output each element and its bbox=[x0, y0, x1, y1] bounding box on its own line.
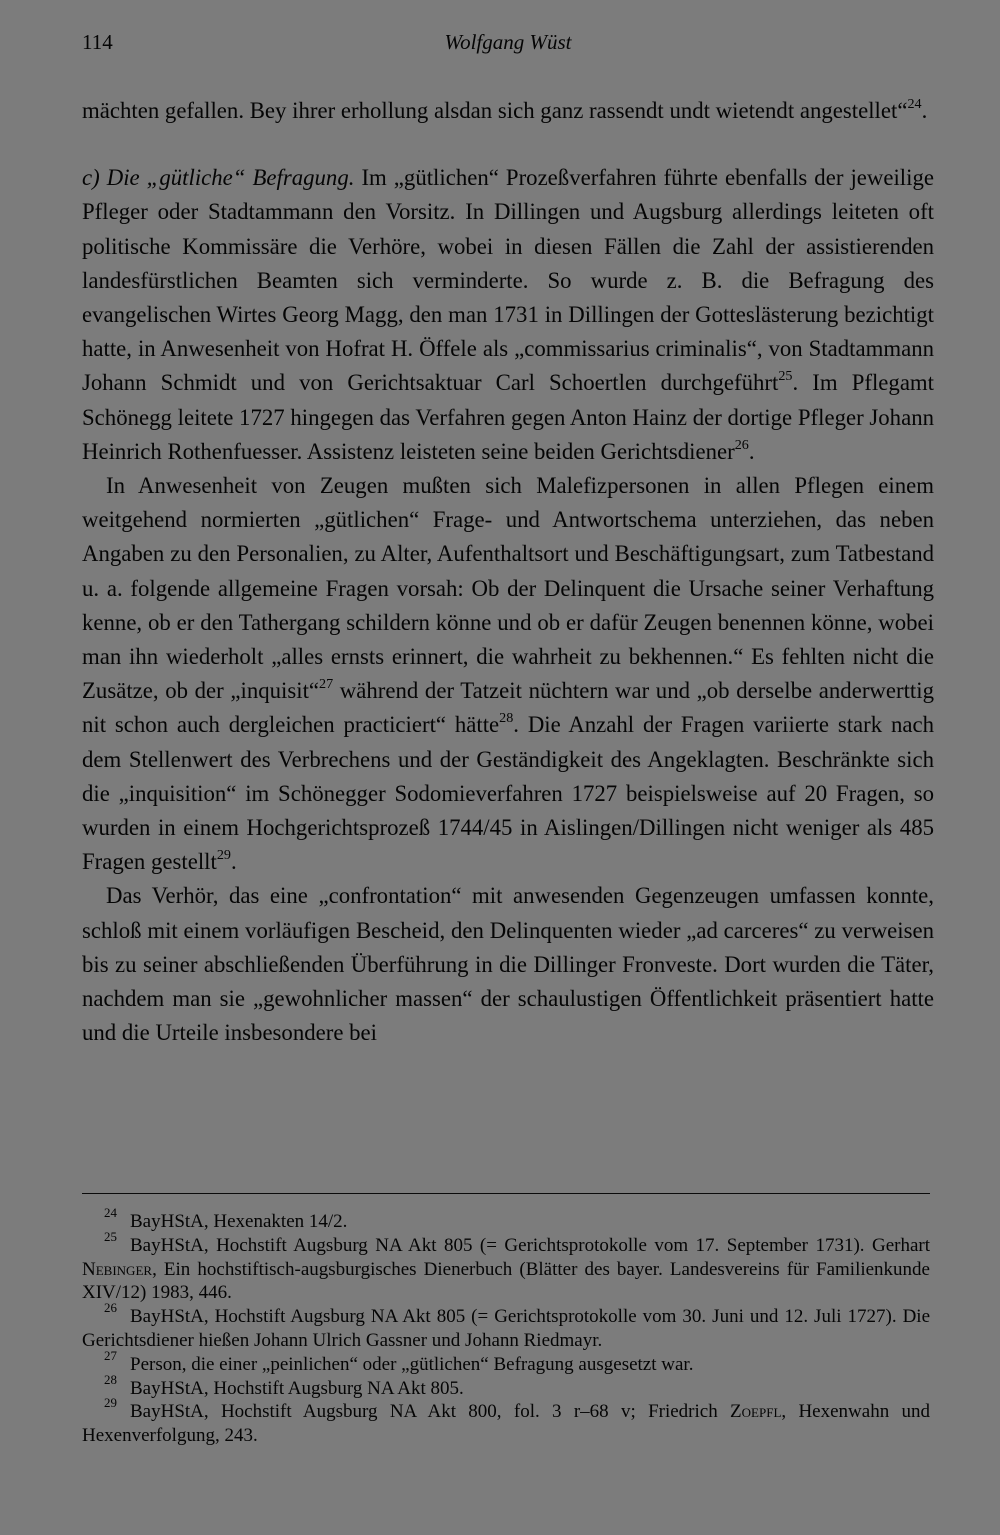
footnote-29: $^{29}$ BayHStA, Hochstift Augsburg NA Akt 800, fol. 3 r–68 v; Friedrich Zoepfl, Hexenwahn und Hexenverfolgung, 243. bbox=[82, 1395, 931, 1447]
page-number: 114 bbox=[82, 30, 113, 54]
footnote-ref-25[interactable]: 25 bbox=[778, 368, 793, 385]
page-header bbox=[82, 30, 934, 64]
footnote-text: BayHStA, Hochstift Augsburg NA Akt 805 (= Gerichtsprotokolle vom 17. September 1731). Gerhart bbox=[130, 1234, 930, 1256]
footnote-24: $^{24}$ BayHStA, Hexenakten 14/2. bbox=[104, 1205, 348, 1232]
footnote-ref-27[interactable]: 27 bbox=[319, 676, 334, 693]
text-run: mächten gefallen. Bey ihrer erhollung alsdan sich ganz rassendt undt wietendt angestellet“ bbox=[82, 98, 908, 123]
text-run: . bbox=[921, 98, 928, 123]
author-name: Zoepfl bbox=[730, 1401, 782, 1423]
author-name: Nebinger bbox=[82, 1258, 153, 1280]
footnote-ref-29[interactable]: 29 bbox=[216, 847, 231, 864]
footnote-27: $^{27}$ Person, die einer „peinlichen“ oder „gütlichen“ Befragung ausgesetzt war. bbox=[104, 1347, 694, 1375]
footnote-ref-24[interactable]: 24 bbox=[907, 96, 922, 112]
text-run: . Im Pflegamt Schönegg leitete 1727 hingegen das Verfahren gegen Anton Hainz der dortige Pfleger Johann Heinrich Rothenfuesser. Assistenz leisteten seine beiden Gerichtsdiener bbox=[82, 370, 934, 464]
footnote-ref-26[interactable]: 26 bbox=[734, 436, 749, 453]
footnote-text: , Ein hochstiftisch-augsburgisches Dienerbuch (Blätter des bayer. Landesvereins für Familienkunde XIV/12) 1983, 446. bbox=[82, 1258, 930, 1304]
paragraph-4 bbox=[82, 879, 934, 1050]
paragraph-2 bbox=[82, 161, 934, 469]
footnote-divider bbox=[82, 1193, 930, 1194]
section-heading: c) Die „gütliche“ Befragung. bbox=[82, 165, 355, 191]
paragraph-1 bbox=[82, 94, 934, 128]
footnote-text: BayHStA, Hochstift Augsburg NA Akt 800, fol. 3 r–68 v; Friedrich bbox=[130, 1401, 731, 1423]
footnote-text: BayHStA, Hexenakten 14/2. bbox=[130, 1211, 348, 1232]
text-run: In Anwesenheit von Zeugen mußten sich Malefizpersonen in allen Pflegen einem weitgehend normierten „gütlichen“ Frage- und Antwortschema unterziehen, das neben Angaben zu den Personalien, zu Alter, Aufenthaltsort und Beschäftigungsart, zum Tatbestand u. a. folgende allgemeine Fragen vorsah: Ob der Delinquent die Ursache seiner Verhaftung kenne, ob er den Tathergang schildern könne und ob er dafür Zeugen benennen könne, wobei man ihn wiederholt „alles ernsts erinnert, die wahrheit zu bekhennen.“ Es fehlten nicht die Zusätze, ob der „inquisit“ bbox=[82, 473, 934, 704]
paragraph-3 bbox=[82, 469, 934, 879]
text-run: . bbox=[748, 438, 755, 464]
text-run: . Die Anzahl der Fragen variierte stark nach dem Stellenwert des Verbrechens und der Geständigkeit des Angeklagten. Beschränkte sich die „inquisition“ im Schönegger Sodomieverfahren 1727 beispielsweise auf 20 Fragen, so wurden in einem Hochgerichtsprozeß 1744/45 in Aislingen/Dillingen nicht weniger als 485 Fragen gestellt bbox=[82, 712, 934, 875]
text-run: . bbox=[230, 849, 237, 875]
footnote-26: $^{26}$ BayHStA, Hochstift Augsburg NA Akt 805 (= Gerichtsprotokolle vom 30. Juni und 12. Juli 1727). Die Gerichtsdiener hießen Johann Ulrich Gassner und Johann Riedmayr. bbox=[82, 1300, 930, 1351]
footnote-25: $^{25}$ BayHStA, Hochstift Augsburg NA Akt 805 (= Gerichtsprotokolle vom 17. September 1731). Gerhart Nebinger, Ein hochstiftisch-augsburgisches Dienerbuch (Blätter des bayer. Landesvereins für Familienkunde XIV/12) 1983, 446. bbox=[82, 1228, 930, 1304]
main-text bbox=[82, 94, 934, 1050]
footnotes bbox=[82, 1205, 931, 1448]
footnote-ref-28[interactable]: 28 bbox=[499, 710, 514, 727]
footnote-28: $^{28}$ BayHStA, Hochstift Augsburg NA Akt 805. bbox=[104, 1371, 464, 1399]
footnote-text: Person, die einer „peinlichen“ oder „gütlichen“ Befragung ausgesetzt war. bbox=[130, 1353, 694, 1375]
text-run: Im „gütlichen“ Prozeßverfahren führte ebenfalls der jeweilige Pfleger oder Stadtammann den Vorsitz. In Dillingen und Augsburg allerdings leiteten oft politische Kommissäre die Verhöre, wobei in diesen Fällen die Zahl der assistierenden landesfürstlichen Beamten sich verminderte. So wurde z. B. die Befragung des evangelischen Wirtes Georg Magg, den man 1731 in Dillingen der Gotteslästerung bezichtigt hatte, in Anwesenheit von Hofrat H. Öffele als „commissarius criminalis“, von Stadtammann Johann Schmidt und von Gerichtsaktuar Carl Schoertlen durchgeführt bbox=[82, 165, 934, 396]
footnote-text: BayHStA, Hochstift Augsburg NA Akt 805 (= Gerichtsprotokolle vom 30. Juni und 12. Juli 1727). Die Gerichtsdiener hießen Johann Ulrich Gassner und Johann Riedmayr. bbox=[82, 1306, 930, 1351]
footnote-text: BayHStA, Hochstift Augsburg NA Akt 805. bbox=[130, 1377, 464, 1399]
footnote-text: , Hexenwahn und Hexenverfolgung, 243. bbox=[82, 1401, 931, 1447]
text-run: während der Tatzeit nüchtern war und „ob derselbe anderwerttig nit schon auch dergleichen practiciert“ hätte bbox=[82, 678, 934, 738]
text-run: Das Verhör, das eine „confrontation“ mit anwesenden Gegenzeugen umfassen konnte, schloß mit einem vorläufigen Bescheid, den Delinquenten wieder „ad carceres“ zu verweisen bis zu seiner abschließenden Überführung in die Dillinger Fronveste. Dort wurden die Täter, nachdem man sie „gewohnlicher massen“ der schaulustigen Öffentlichkeit präsentiert hatte und die Urteile insbesondere bei bbox=[82, 883, 934, 1046]
running-head: Wolfgang Wüst bbox=[444, 30, 572, 54]
